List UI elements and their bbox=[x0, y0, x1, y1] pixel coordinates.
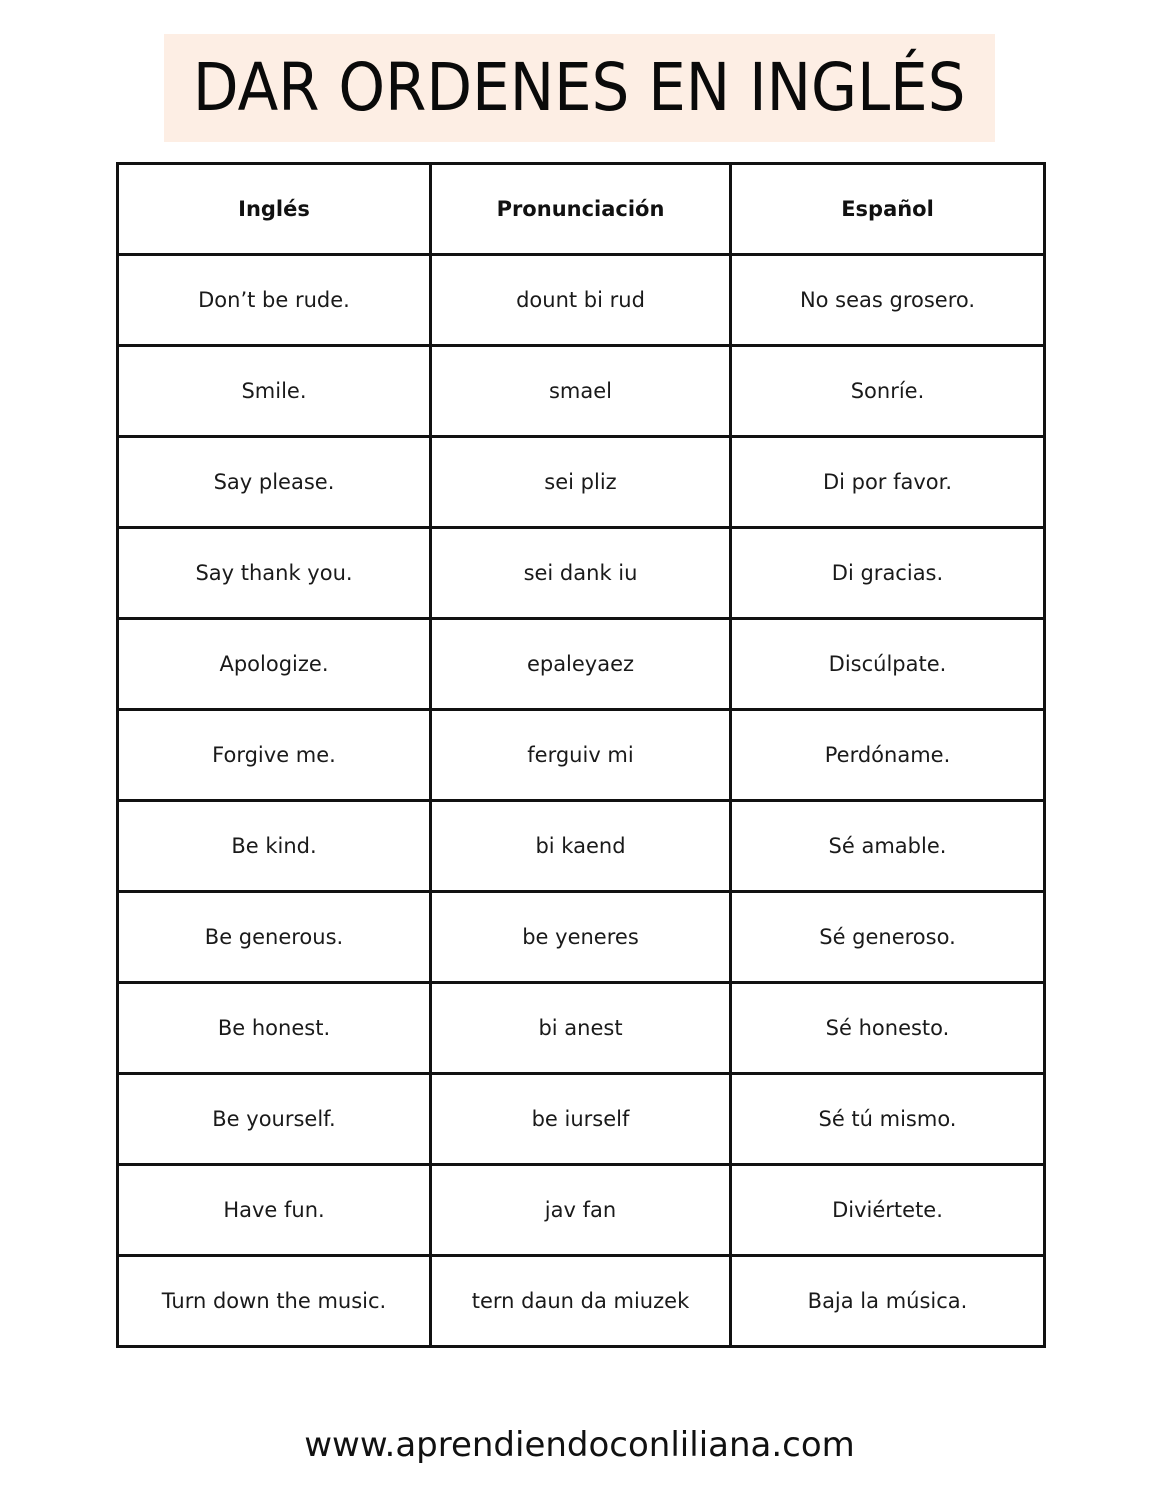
cell-english: Be yourself. bbox=[118, 1074, 431, 1165]
cell-pronunciation: tern daun da miuzek bbox=[431, 1256, 731, 1347]
cell-spanish: Sonríe. bbox=[731, 346, 1045, 437]
cell-pronunciation: smael bbox=[431, 346, 731, 437]
table-row bbox=[118, 346, 1045, 437]
table-row bbox=[118, 983, 1045, 1074]
cell-english: Don’t be rude. bbox=[118, 255, 431, 346]
cell-pronunciation: epaleyaez bbox=[431, 619, 731, 710]
page-title: DAR ORDENES EN INGLÉS bbox=[193, 49, 966, 126]
table-row bbox=[118, 255, 1045, 346]
table-row bbox=[118, 619, 1045, 710]
table-row bbox=[118, 437, 1045, 528]
table-row bbox=[118, 1165, 1045, 1256]
table-row bbox=[118, 528, 1045, 619]
cell-pronunciation: sei pliz bbox=[431, 437, 731, 528]
table-row bbox=[118, 710, 1045, 801]
table-row bbox=[118, 892, 1045, 983]
cell-english: Be kind. bbox=[118, 801, 431, 892]
title-banner bbox=[164, 34, 995, 142]
cell-english: Have fun. bbox=[118, 1165, 431, 1256]
cell-english: Say thank you. bbox=[118, 528, 431, 619]
cell-spanish: Di gracias. bbox=[731, 528, 1045, 619]
cell-pronunciation: ferguiv mi bbox=[431, 710, 731, 801]
cell-pronunciation: sei dank iu bbox=[431, 528, 731, 619]
cell-pronunciation: be yeneres bbox=[431, 892, 731, 983]
column-header-spanish: Español bbox=[731, 164, 1045, 255]
table-row bbox=[118, 1074, 1045, 1165]
table-row bbox=[118, 801, 1045, 892]
cell-english: Smile. bbox=[118, 346, 431, 437]
table-row bbox=[118, 1256, 1045, 1347]
cell-spanish: Sé honesto. bbox=[731, 983, 1045, 1074]
cell-pronunciation: bi anest bbox=[431, 983, 731, 1074]
cell-spanish: Baja la música. bbox=[731, 1256, 1045, 1347]
cell-pronunciation: jav fan bbox=[431, 1165, 731, 1256]
cell-spanish: Sé tú mismo. bbox=[731, 1074, 1045, 1165]
cell-english: Be honest. bbox=[118, 983, 431, 1074]
cell-spanish: Discúlpate. bbox=[731, 619, 1045, 710]
cell-pronunciation: bi kaend bbox=[431, 801, 731, 892]
cell-english: Be generous. bbox=[118, 892, 431, 983]
cell-spanish: Perdóname. bbox=[731, 710, 1045, 801]
cell-spanish: Diviértete. bbox=[731, 1165, 1045, 1256]
cell-pronunciation: dount bi rud bbox=[431, 255, 731, 346]
column-header-english: Inglés bbox=[118, 164, 431, 255]
cell-spanish: No seas grosero. bbox=[731, 255, 1045, 346]
cell-english: Say please. bbox=[118, 437, 431, 528]
cell-english: Forgive me. bbox=[118, 710, 431, 801]
cell-pronunciation: be iurself bbox=[431, 1074, 731, 1165]
vocabulary-table bbox=[116, 162, 1046, 1348]
cell-spanish: Di por favor. bbox=[731, 437, 1045, 528]
cell-spanish: Sé generoso. bbox=[731, 892, 1045, 983]
table-header-row bbox=[118, 164, 1045, 255]
cell-english: Apologize. bbox=[118, 619, 431, 710]
cell-spanish: Sé amable. bbox=[731, 801, 1045, 892]
cell-english: Turn down the music. bbox=[118, 1256, 431, 1347]
column-header-pronunciation: Pronunciación bbox=[431, 164, 731, 255]
footer-website: www.aprendiendoconliliana.com bbox=[304, 1425, 855, 1465]
